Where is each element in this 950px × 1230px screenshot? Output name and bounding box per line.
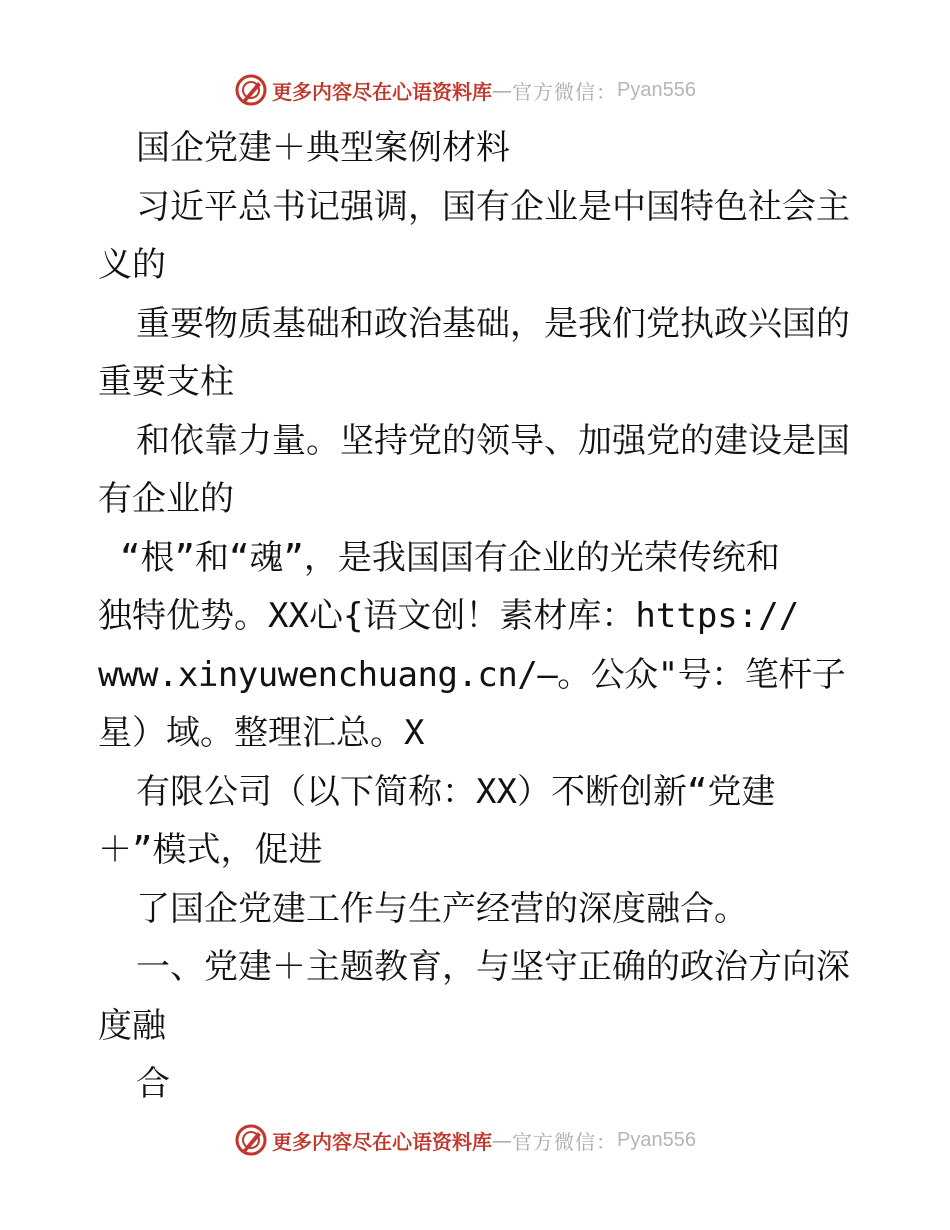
footer-watermark xyxy=(234,1122,696,1158)
brand-text: 更多内容尽在心语资料库 xyxy=(272,1129,492,1154)
text-line: 合 xyxy=(136,1064,170,1104)
brand-text: 更多内容尽在心语资料库 xyxy=(272,79,492,104)
text-line: www.xinyuwenchuang.cn/—。公众"号：笔杆子 xyxy=(98,655,846,695)
document-title: 国企党建＋典型案例材料 xyxy=(136,128,510,168)
text-line: 了国企党建工作与生产经营的深度融合。 xyxy=(136,889,748,929)
wechat-label: 官方微信： xyxy=(512,1129,617,1154)
text-line: 重要物质基础和政治基础，是我们党执政兴国的 xyxy=(136,304,850,344)
banner-separator: — xyxy=(492,1128,512,1152)
text-line: 和依靠力量。坚持党的领导、加强党的建设是国 xyxy=(136,421,850,461)
text-line: “根”和“魂”，是我国国有企业的光荣传统和 xyxy=(120,538,780,578)
text-line: ＋”模式，促进 xyxy=(98,830,323,870)
text-line: 独特优势。XX心{语文创！素材库：https:// xyxy=(98,596,800,636)
text-line: 星）域。整理汇总。X xyxy=(98,713,425,753)
text-line: 习近平总书记强调，国有企业是中国特色社会主 xyxy=(136,187,850,227)
text-line: 有企业的 xyxy=(98,479,234,519)
logo-icon xyxy=(234,1123,268,1157)
text-line: 有限公司（以下简称：XX）不断创新“党建 xyxy=(136,772,776,812)
wechat-label: 官方微信： xyxy=(512,79,617,104)
logo-icon xyxy=(234,73,268,107)
wechat-id: Pyan556 xyxy=(617,1128,696,1151)
banner-separator: — xyxy=(492,78,512,102)
section-heading: 一、党建＋主题教育，与坚守正确的政治方向深 xyxy=(136,947,850,987)
wechat-id: Pyan556 xyxy=(617,78,696,101)
text-line: 义的 xyxy=(98,245,166,285)
text-line: 重要支柱 xyxy=(98,362,234,402)
text-line: 度融 xyxy=(98,1006,166,1046)
header-watermark xyxy=(234,72,696,108)
